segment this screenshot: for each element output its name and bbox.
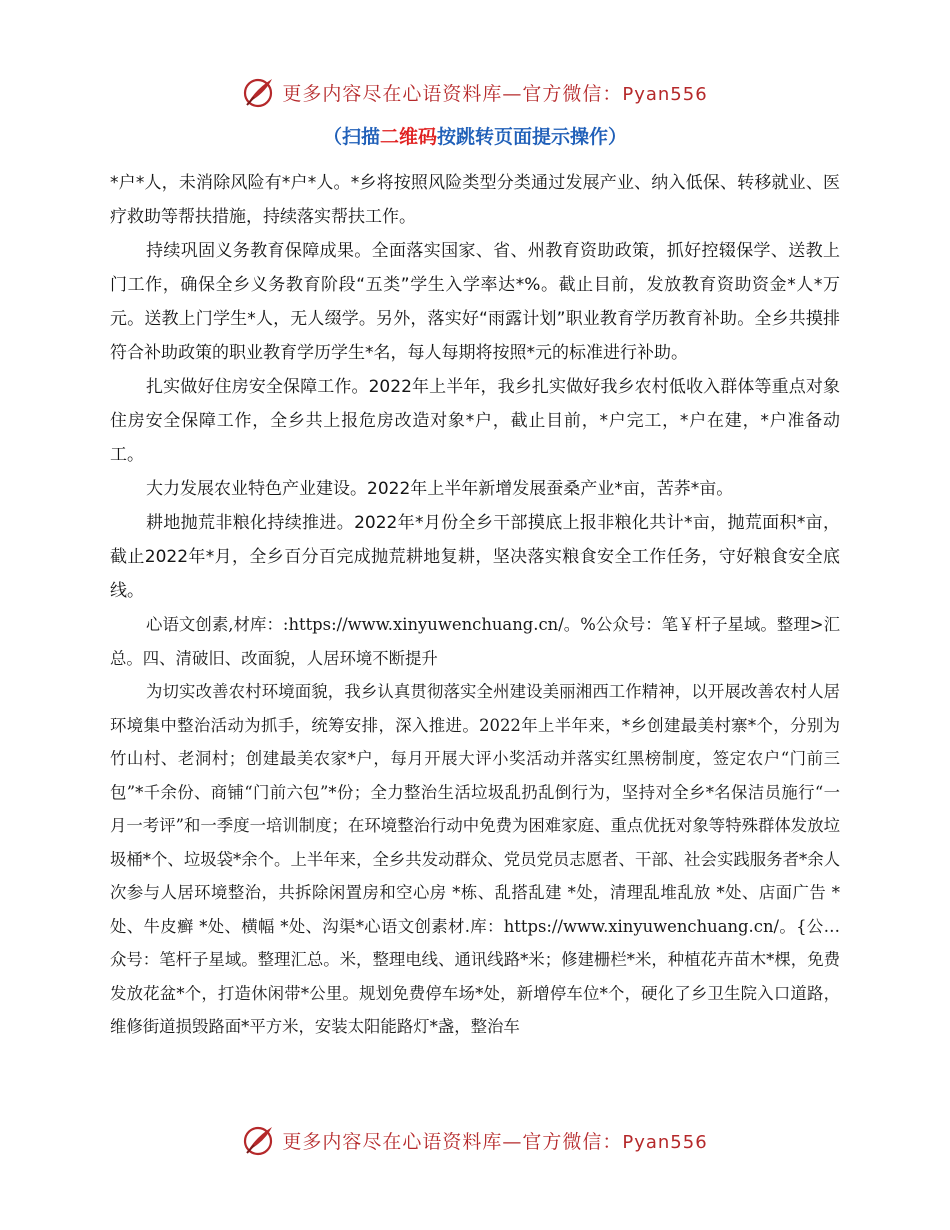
quill-logo-icon [242,75,276,109]
banner-text-footer: 更多内容尽在心语资料库—官方微信：Pyan556 [282,1130,708,1153]
paragraph-7: 为切实改善农村环境面貌，我乡认真贯彻落实全州建设美丽湘西工作精神，以开展改善农村人居环境集中整治活动为抓手，统筹安排，深入推进。2022年上半年来，*乡创建最美村寨*个，分别为竹山村、老洞村；创建最美农家*户，每月开展大评小奖活动并落实红黑榜制度，签定农户“门前三包”*千余份、商铺“门前六包”*份；全力整治生活垃圾乱扔乱倒行为，坚持对全乡*名保洁员施行“一月一考评”和一季度一培训制度；在环境整治行动中免费为困难家庭、重点优抚对象等特殊群体发放垃圾桶*个、垃圾袋*余个。上半年来，全乡共发动群众、党员党员志愿者、干部、社会实践服务者*余人次参与人居环境整治，共拆除闲置房和空心房 *栋、乱搭乱建 *处，清理乱堆乱放 *处、店面广告 *处、牛皮癣 *处、横幅 *处、沟渠*心语文创素材.库：https://www.xinyuwenchuang.cn/。{公…众号：笔杆子星域。整理汇总。米，整理电线、通讯线路*米；修建栅栏*米，种植花卉苗木*棵，免费发放花盆*个，打造休闲带*公里。规划免费停车场*处，新增停车位*个，硬化了乡卫生院入口道路，维修街道损毁路面*平方米，安装太阳能路灯*盏，整治车 [110,682,840,1036]
paragraph-1: *户*人，未消除风险有*户*人。*乡将按照风险类型分类通过发展产业、纳入低保、转移就业、医疗救助等帮扶措施，持续落实帮扶工作。 [110,173,840,227]
banner-text: 更多内容尽在心语资料库—官方微信：Pyan556 [282,82,708,105]
paragraph-3: 扎实做好住房安全保障工作。2022年上半年，我乡扎实做好我乡农村低收入群体等重点对象住房安全保障工作，全乡共上报危房改造对象*户，截止目前，*户完工，*户在建，*户准备动工。 [110,377,840,465]
banner-contact-footer: Pyan556 [622,1131,708,1153]
quill-logo-icon [242,1123,276,1157]
banner-contact: Pyan556 [622,83,708,105]
paragraph-5: 耕地抛荒非粮化持续推进。2022年*月份全乡干部摸底上报非粮化共计*亩，抛荒面积*亩，截止2022年*月，全乡百分百完成抛荒耕地复耕，坚决落实粮食安全工作任务，守好粮食安全底线。 [110,513,840,601]
header-banner [0,72,950,112]
document-body [110,166,840,1044]
scan-hint-highlight: 二维码 [379,126,437,148]
paragraph-6: 心语文创素,材库：:https://www.xinyuwenchuang.cn/。%公众号：笔￥杆子星域。整理>汇总。四、清破旧、改面貌，人居环境不断提升 [110,615,840,668]
paragraph-4: 大力发展农业特色产业建设。2022年上半年新增发展蚕桑产业*亩，苦荞*亩。 [146,479,734,499]
paragraph-2: 持续巩固义务教育保障成果。全面落实国家、省、州教育资助政策，抓好控辍保学、送教上门工作，确保全乡义务教育阶段“五类”学生入学率达*%。截止目前，发放教育资助资金*人*万元。送教上门学生*人，无人缀学。另外，落实好“雨露计划”职业教育学历教育补助。全乡共摸排符合补助政策的职业教育学历学生*名，每人每期将按照*元的标准进行补助。 [110,241,840,363]
scan-hint: （扫描二维码按跳转页面提示操作） [322,126,628,148]
footer-banner [0,1120,950,1160]
